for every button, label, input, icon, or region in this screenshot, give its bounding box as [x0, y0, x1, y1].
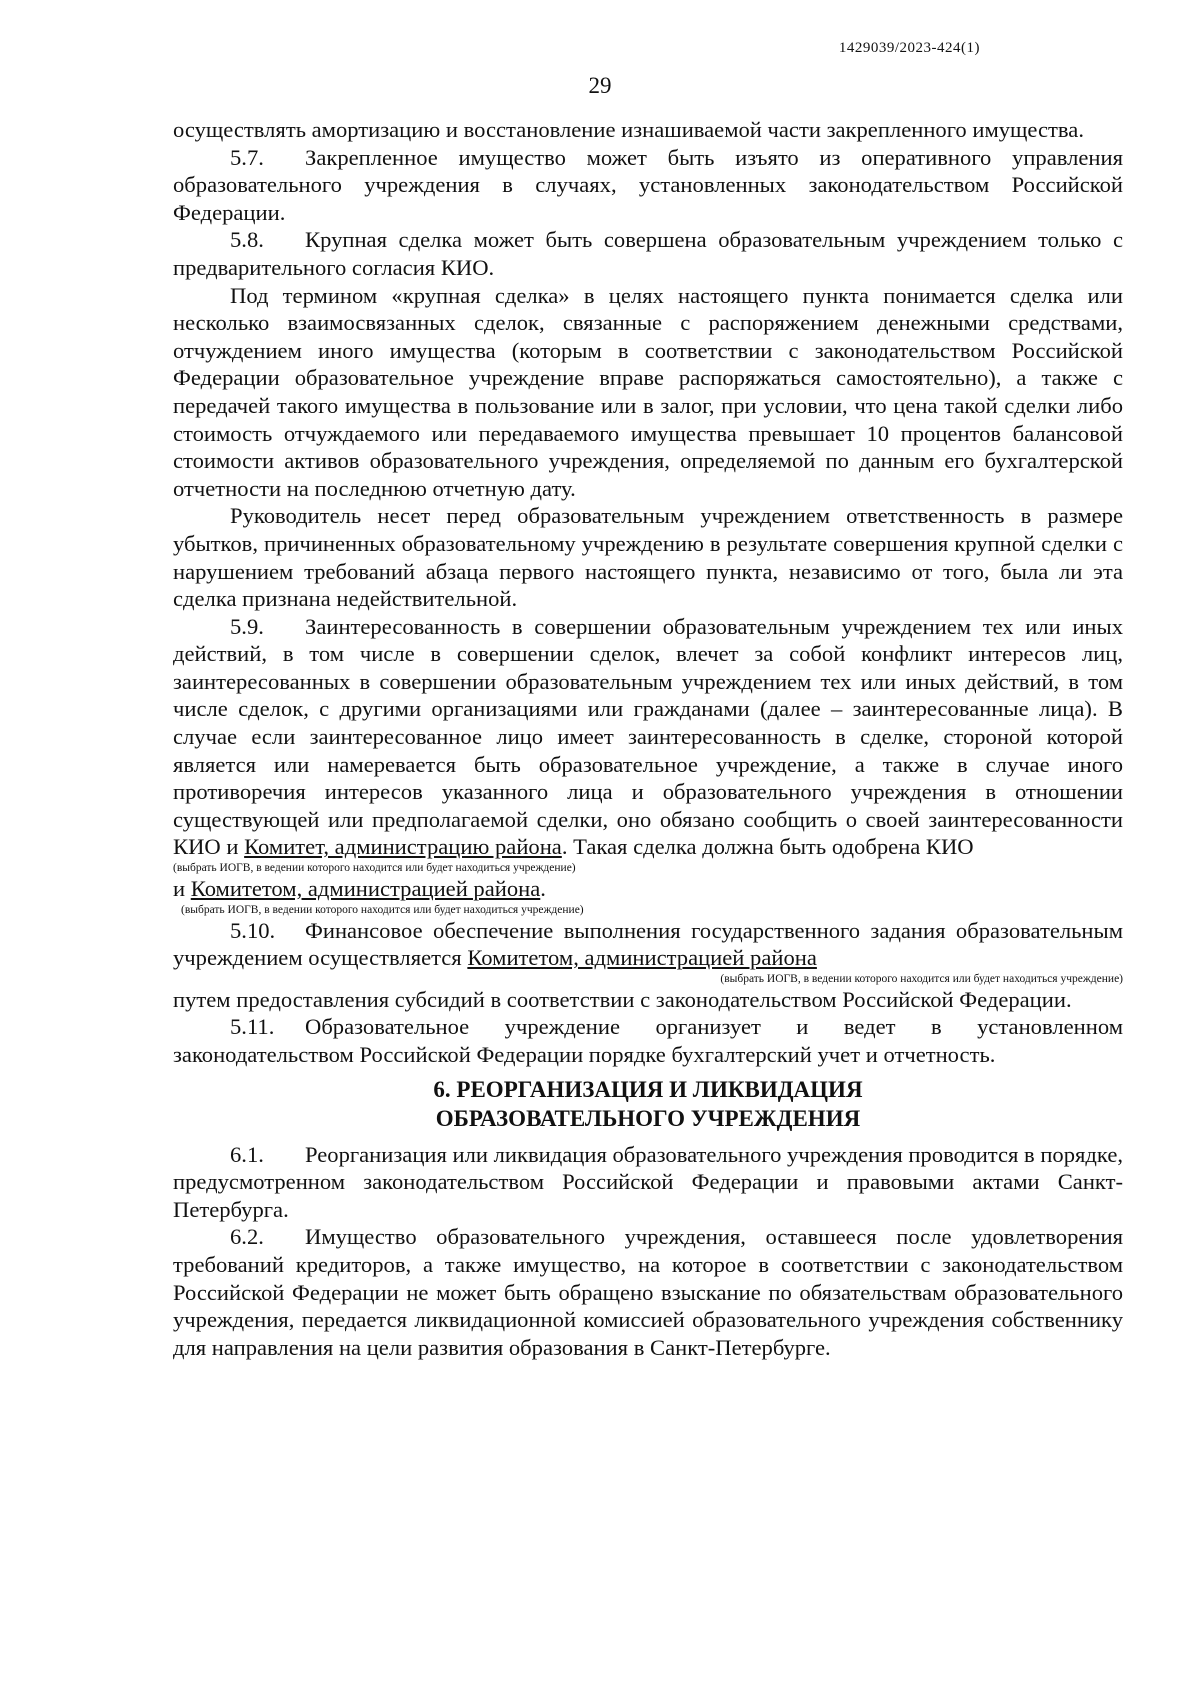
- page-number: 29: [588, 73, 612, 98]
- clause-text: Имущество образовательного учреждения, оставшееся после удовлетворения требований кредиторов, а также имущество, на которое в соответствии с законодательством Российской Федерации не может быть обращено взыскание по обязательствам образовательного учреждения, передается ликвидационной комиссией образовательного учреждения собственнику для направления на цели развития образования в Санкт-Петербурге.: [173, 1224, 1123, 1360]
- clause-text: Образовательное учреждение организует и ведет в установленном законодательством Российской Федерации порядке бухгалтерский учет и отчетность.: [173, 1014, 1123, 1067]
- clause-text: Заинтересованность в совершении образовательным учреждением тех или иных действий, в том числе в совершении сделок, влечет за собой конфликт интересов лиц, заинтересованных в совершении образовательным учреждением тех или иных действий, в том числе сделок, с другими организациями или гражданами (далее – заинтересованные лица). В случае если заинтересованное лицо имеет заинтересованность в сделке, стороной которой является или намеревается быть образовательное учреждение, а также в случае иного противоречия интересов указанного лица и образовательного учреждения в отношении существующей или предполагаемой сделки, оно обязано сообщить о своей заинтересованности КИО и: [173, 613, 1123, 860]
- clause-number: 5.7.: [230, 144, 264, 170]
- committee-placeholder: Комитетом, администрацией района: [190, 876, 541, 902]
- paragraph-5-11: [173, 1013, 1123, 1068]
- paragraph-5-8-definition: Под термином «крупная сделка» в целях настоящего пункта понимается сделка или несколько взаимосвязанных сделок, связанные с распоряжением денежными средствами, отчуждением иного имущества (которым в соответствии с законодательством Российской Федерации образовательное учреждение вправе распоряжаться самостоятельно), а также с передачей такого имущества в пользование или в залог, при условии, что цена такой сделки либо стоимость отчуждаемого или передаваемого имущества превышает 10 процентов балансовой стоимости активов образовательного учреждения, определяемой по данным его бухгалтерской отчетности на последнюю отчетную дату.: [173, 282, 1123, 501]
- section-title-line: 6. РЕОРГАНИЗАЦИЯ И ЛИКВИДАЦИЯ: [433, 1076, 863, 1102]
- paragraph-5-9-continuation: [173, 875, 1123, 903]
- document-number: 1429039/2023-424(1): [838, 40, 980, 56]
- paragraph-6-2: [173, 1223, 1123, 1361]
- clause-text: Финансовое обеспечение выполнения государственного задания образовательным учреждением осуществляется: [173, 917, 1123, 971]
- clause-number: 5.8.: [230, 227, 264, 253]
- paragraph-5-10-continuation: путем предоставления субсидий в соответствии с законодательством Российской Федерации.: [173, 986, 1072, 1012]
- clause-number: 6.1.: [230, 1141, 264, 1167]
- paragraph-continuation: осуществлять амортизацию и восстановление изнашиваемой части закрепленного имущества.: [173, 117, 1084, 142]
- paragraph-5-10: [173, 917, 1123, 972]
- clause-text: Реорганизация или ликвидация образовательного учреждения проводится в порядке, предусмотренном законодательством Российской Федерации и правовыми актами Санкт-Петербурга.: [173, 1141, 1124, 1222]
- clause-number: 6.2.: [230, 1224, 264, 1250]
- section-title-line: ОБРАЗОВАТЕЛЬНОГО УЧРЕЖДЕНИЯ: [435, 1105, 861, 1131]
- clause-number: 5.11.: [230, 1014, 275, 1040]
- clause-number: 5.9.: [230, 613, 264, 639]
- paragraph-5-8: [173, 226, 1123, 281]
- section-6-heading: [173, 1075, 1123, 1133]
- footnote-select-iogv: (выбрать ИОГВ, в ведении которого находится или будет находиться учреждение): [173, 862, 576, 875]
- document-body: [173, 116, 1123, 1361]
- paragraph-5-7: [173, 144, 1123, 227]
- paragraph-5-9: [173, 613, 1123, 861]
- clause-text: и: [173, 876, 186, 902]
- clause-text: Закрепленное имущество может быть изъято из оперативного управления образовательного учреждения в случаях, установленных законодательством Российской Федерации.: [173, 144, 1123, 225]
- footnote-select-iogv: (выбрать ИОГВ, в ведении которого находится или будет находиться учреждение): [720, 972, 1123, 985]
- committee-placeholder: Комитетом, администрацией района: [467, 945, 817, 971]
- clause-text: .: [540, 876, 546, 902]
- clause-text: Крупная сделка может быть совершена образовательным учреждением только с предварительного согласия КИО.: [173, 227, 1123, 280]
- footnote-select-iogv: (выбрать ИОГВ, в ведении которого находится или будет находиться учреждение): [181, 903, 584, 916]
- committee-placeholder: Комитет, администрацию района: [244, 834, 562, 860]
- paragraph-6-1: [173, 1141, 1123, 1224]
- clause-text: . Такая сделка должна быть одобрена КИО: [561, 834, 974, 860]
- paragraph-5-8-responsibility: Руководитель несет перед образовательным учреждением ответственность в размере убытков, причиненных образовательному учреждению в результате совершения крупной сделки с нарушением требований абзаца первого настоящего пункта, независимо от того, была ли эта сделка признана недействительной.: [173, 503, 1123, 612]
- clause-number: 5.10.: [230, 917, 276, 943]
